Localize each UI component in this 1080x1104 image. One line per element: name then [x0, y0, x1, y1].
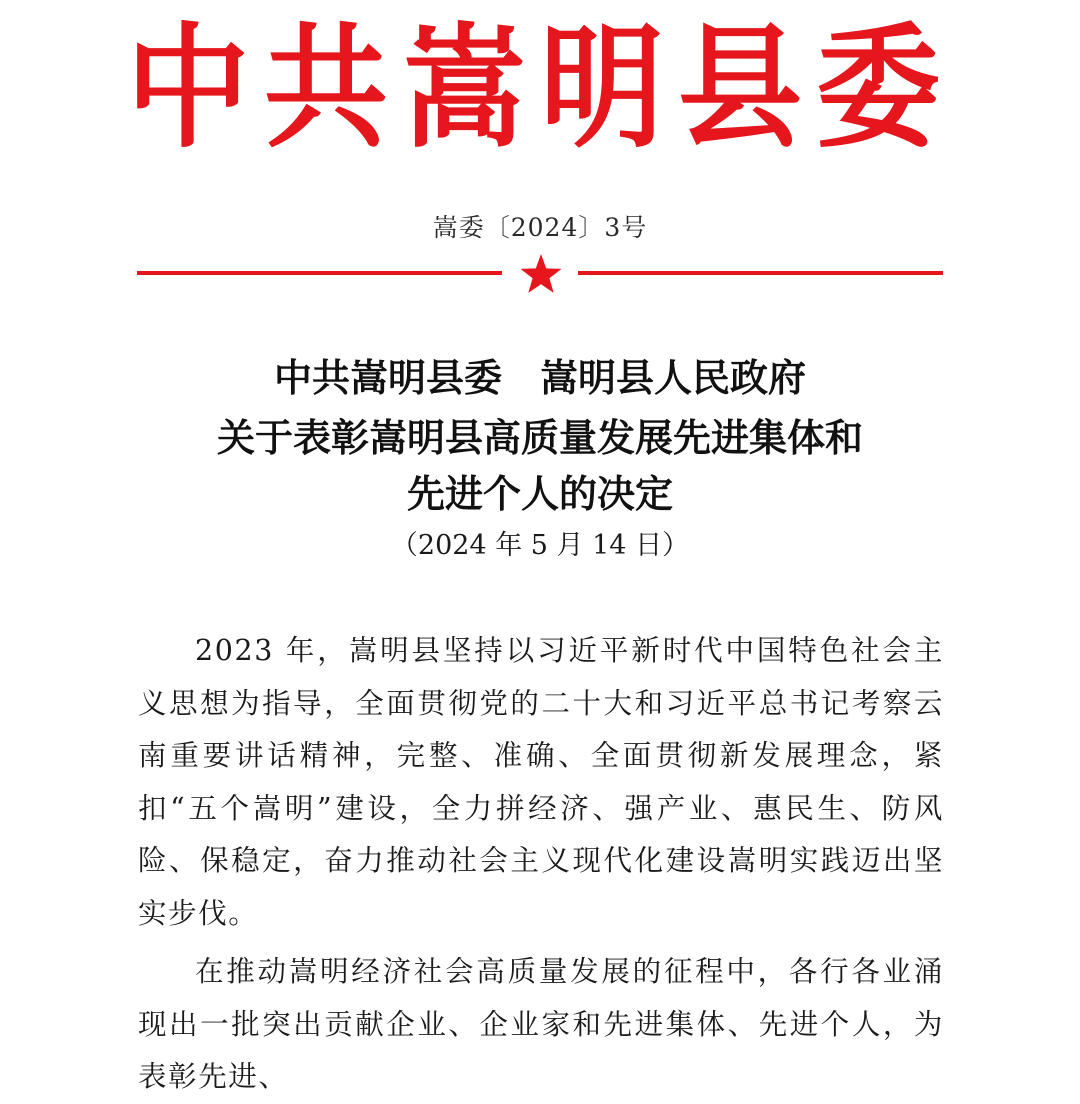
- title-issuer-government: 嵩明县人民政府: [540, 355, 807, 400]
- document-title-line-3: 先进个人的决定: [406, 471, 673, 516]
- document-date: （2024 年 5 月 14 日）: [390, 530, 690, 561]
- divider-rule-left: [137, 271, 502, 275]
- divider-rule-right: [578, 271, 943, 275]
- title-issuer-party: 中共嵩明县委: [273, 355, 502, 400]
- body-paragraph: 2023 年，嵩明县坚持以习近平新时代中国特色社会主义思想为指导，全面贯彻党的二十大和习近平总书记考察云南重要讲话精神，完整、准确、全面贯彻新发展理念，紧扣“五个嵩明”建设，全力拼经济、强产业、惠民生、防风险、保稳定，奋力推动社会主义现代化建设嵩明实践迈出坚实步伐。: [138, 634, 944, 930]
- issuing-organization-header: 中共嵩明县委: [125, 10, 954, 167]
- document-body: [138, 625, 944, 1104]
- red-divider: [137, 250, 943, 300]
- star-icon: [519, 252, 563, 296]
- document-title-line-1: [0, 350, 1080, 406]
- document-number: 嵩委〔2024〕3号: [432, 213, 648, 242]
- document-title-line-2: 关于表彰嵩明县高质量发展先进集体和: [216, 415, 863, 460]
- body-paragraph: 在推动嵩明经济社会高质量发展的征程中，各行各业涌现出一批突出贡献企业、企业家和先进集体、先进个人，为表彰先进、: [138, 955, 944, 1093]
